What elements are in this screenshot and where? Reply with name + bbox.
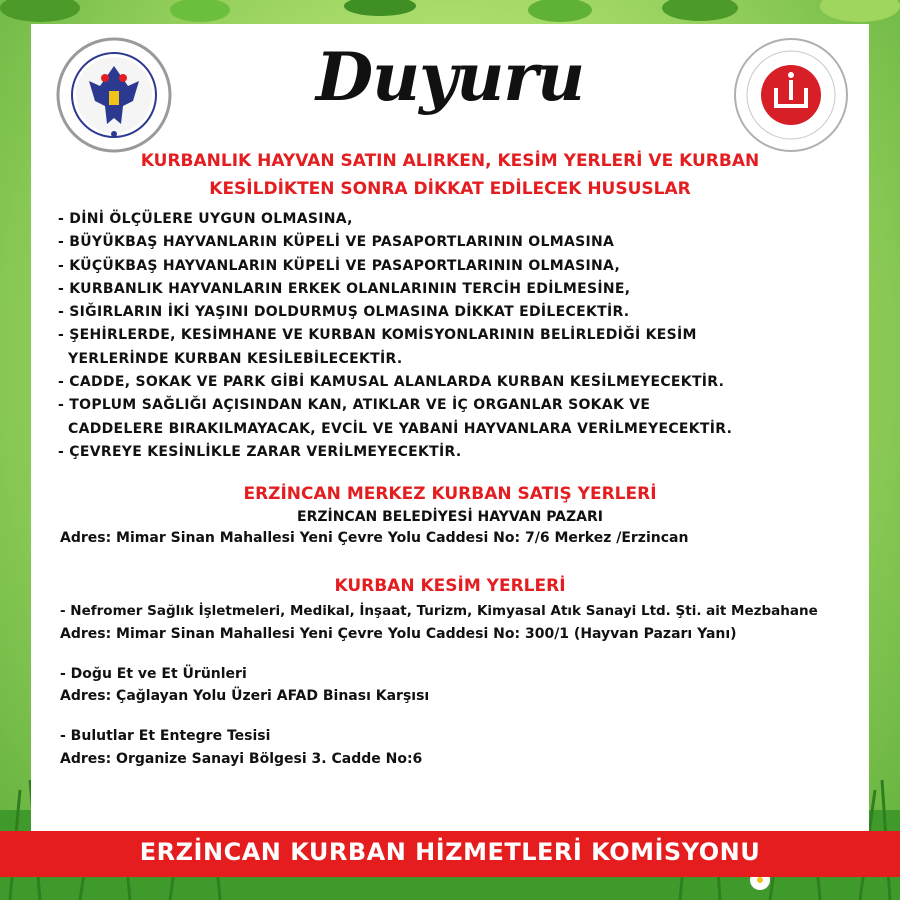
slaughter-place-name: - Bulutlar Et Entegre Tesisi (60, 728, 271, 744)
slaughter-place-address: Adres: Mimar Sinan Mahallesi Yeni Çevre Yolu Caddesi No: 300/1 (Hayvan Pazarı Yanı) (60, 626, 737, 642)
headline-line-2: KESİLDİKTEN SONRA DİKKAT EDİLECEK HUSUSLAR (209, 179, 691, 199)
slaughter-place-address: Adres: Çağlayan Yolu Üzeri AFAD Binası Karşısı (60, 688, 430, 704)
list-item (58, 231, 732, 254)
slaughter-place-address: Adres: Organize Sanayi Bölgesi 3. Cadde No:6 (60, 751, 423, 767)
rules-list (58, 208, 732, 464)
list-item (58, 441, 732, 464)
rule-text: - BÜYÜKBAŞ HAYVANLARIN KÜPELİ VE PASAPORTLARININ OLMASINA (58, 234, 615, 251)
list-item (58, 278, 732, 301)
rule-text: - ŞEHİRLERDE, KESİMHANE VE KURBAN KOMİSYONLARININ BELİRLEDİĞİ KESİM (58, 327, 697, 344)
rule-text: - CADDE, SOKAK VE PARK GİBİ KAMUSAL ALANLARDA KURBAN KESİLMEYECEKTİR. (58, 374, 725, 391)
slaughter-section-title: KURBAN KESİM YERLERİ (334, 576, 566, 596)
footer-text: ERZİNCAN KURBAN HİZMETLERİ KOMİSYONU (139, 838, 761, 866)
list-item (58, 394, 732, 441)
list-item (58, 371, 732, 394)
rule-text: - TOPLUM SAĞLIĞI AÇISINDAN KAN, ATIKLAR VE İÇ ORGANLAR SOKAK VE (58, 397, 651, 414)
list-item (58, 255, 732, 278)
list-item (58, 208, 732, 231)
rule-text: - SIĞIRLARIN İKİ YAŞINI DOLDURMUŞ OLMASINA DİKKAT EDİLECEKTİR. (58, 304, 630, 321)
rule-continuation: YERLERİNDE KURBAN KESİLEBİLECEKTİR. (68, 350, 403, 367)
diyanet-logo (732, 36, 850, 154)
list-item (58, 324, 732, 371)
rule-text: - KÜÇÜKBAŞ HAYVANLARIN KÜPELİ VE PASAPORTLARININ OLMASINA, (58, 257, 621, 274)
rule-text: - KURBANLIK HAYVANLARIN ERKEK OLANLARININ TERCİH EDİLMESİNE, (58, 280, 631, 297)
page-title: Duyuru (315, 38, 585, 116)
list-item (58, 301, 732, 324)
slaughter-place-name: - Doğu Et ve Et Ürünleri (60, 666, 247, 682)
rule-text: - DİNİ ÖLÇÜLERE UYGUN OLMASINA, (58, 211, 353, 227)
headline-line-1: KURBANLIK HAYVAN SATIN ALIRKEN, KESİM YERLERİ VE KURBAN (140, 151, 760, 171)
sales-section-title: ERZİNCAN MERKEZ KURBAN SATIŞ YERLERİ (243, 484, 657, 504)
sales-place-name: ERZİNCAN BELEDİYESİ HAYVAN PAZARI (297, 509, 603, 525)
slaughter-place-name: - Nefromer Sağlık İşletmeleri, Medikal, İnşaat, Turizm, Kimyasal Atık Sanayi Ltd. Şti. ait Mezbahane (60, 603, 818, 619)
rule-continuation: CADDELERE BIRAKILMAYACAK, EVCİL VE YABANİ HAYVANLARA VERİLMEYECEKTİR. (68, 420, 733, 437)
sales-address: Adres: Mimar Sinan Mahallesi Yeni Çevre Yolu Caddesi No: 7/6 Merkez /Erzincan (60, 530, 689, 546)
rule-text: - ÇEVREYE KESİNLİKLE ZARAR VERİLMEYECEKTİR. (58, 443, 462, 460)
